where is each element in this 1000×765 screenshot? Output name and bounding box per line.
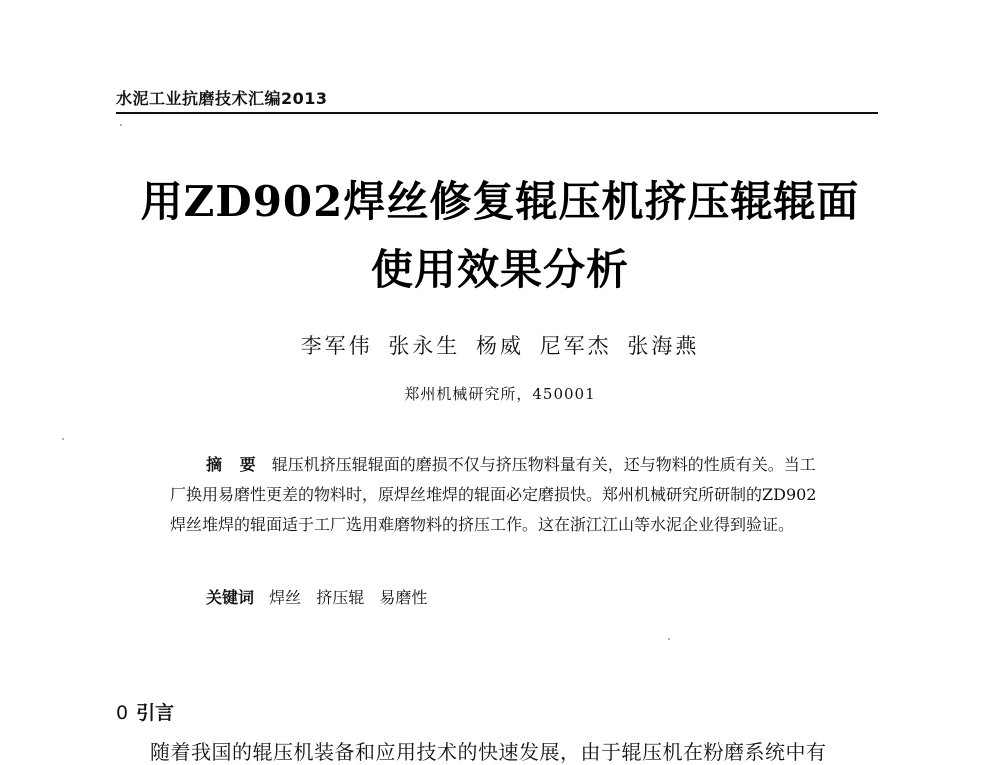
paper-title <box>0 168 1000 304</box>
keyword: 挤压辊 <box>316 588 365 607</box>
scan-speck <box>668 638 670 640</box>
section-title: 引言 <box>136 702 175 724</box>
title-line-1: 用ZD902焊丝修复辊压机挤压辊辊面 <box>140 177 860 226</box>
author: 张永生 <box>388 334 461 358</box>
author: 李军伟 <box>300 334 373 358</box>
header-rule <box>116 112 878 114</box>
keywords-label: 关键词 <box>206 588 255 607</box>
running-header: 水泥工业抗磨技术汇编2013 <box>116 89 328 108</box>
abstract-label: 摘 要 <box>206 455 262 474</box>
title-line-2: 使用效果分析 <box>370 245 629 294</box>
section-heading <box>116 698 174 725</box>
section-number: 0 <box>116 702 129 724</box>
scan-speck <box>62 438 64 440</box>
abstract <box>170 450 830 540</box>
abstract-paragraph <box>170 450 830 540</box>
affiliation: 郑州机械研究所，450001 <box>404 385 596 403</box>
author: 尼军杰 <box>539 334 612 358</box>
author: 杨威 <box>476 334 524 358</box>
body-text: 随着我国的辊压机装备和应用技术的快速发展，由于辊压机在粉磨系统中有 <box>150 740 827 764</box>
author-list <box>0 330 1000 360</box>
keywords <box>206 586 427 610</box>
scan-speck <box>120 124 122 126</box>
author: 张海燕 <box>627 334 700 358</box>
abstract-text: 辊压机挤压辊辊面的磨损不仅与挤压物料量有关，还与物料的性质有关。当工厂换用易磨性更差的物料时，原焊丝堆焊的辊面必定磨损快。郑州机械研究所研制的ZD902焊丝堆焊的辊面适于工厂选用难磨物料的挤压工作。这在浙江江山等水泥企业得到验证。 <box>170 455 817 534</box>
keyword: 易磨性 <box>379 588 428 607</box>
keyword: 焊丝 <box>269 588 302 607</box>
